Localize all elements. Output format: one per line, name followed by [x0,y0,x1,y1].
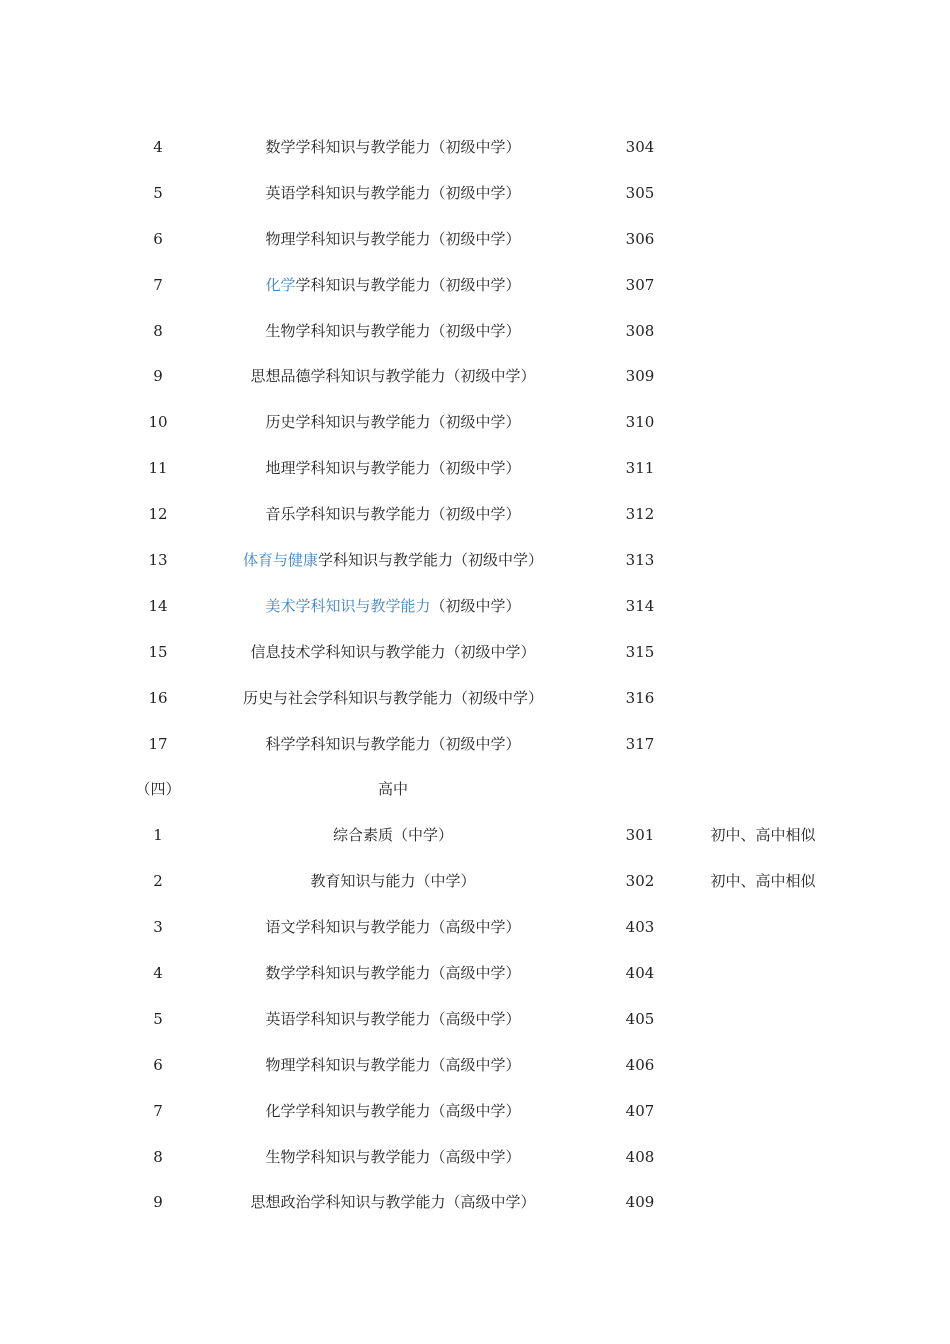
section-title [206,767,580,813]
row-number: 4 [153,138,163,156]
table-row [0,584,950,630]
subject-name-text: 高中 [377,780,408,799]
subject-code: 308 [625,321,655,340]
subject-name [206,1135,580,1181]
subject-note [688,171,838,217]
subject-name [206,859,580,905]
row-number: 10 [148,413,168,432]
subject-name-text: 生物学科知识与教学能力（初级中学） [265,321,521,340]
subject-name-text: 数学学科知识与教学能力（初级中学） [265,138,521,156]
subject-note: 初中、高中相似 [710,872,816,891]
row-number: 16 [148,688,168,707]
subject-name [206,538,580,584]
subject-name [206,400,580,446]
row-number: 2 [153,872,163,891]
subject-name-text: 语文学科知识与教学能力（高级中学） [265,918,521,937]
row-number: 6 [153,229,163,248]
row-number: 12 [148,505,168,524]
table-row [0,630,950,676]
table-row [0,859,950,905]
row-number: 7 [153,275,163,294]
subject-code: 310 [625,413,655,432]
subject-name-text: （初级中学） [430,596,521,615]
subject-note [688,263,838,309]
subject-code: 409 [625,1193,655,1212]
subject-note: 初中、高中相似 [710,826,816,845]
subject-name [206,905,580,951]
table-row [0,538,950,584]
subject-name [206,354,580,400]
row-number: 15 [148,642,168,661]
subject-note [688,125,838,171]
subject-name [206,1089,580,1135]
subject-name-text: 化学学科知识与教学能力（高级中学） [265,1101,521,1120]
subject-note [688,951,838,997]
table-row [0,722,950,768]
table-row [0,1135,950,1181]
subject-note [688,538,838,584]
row-number: 13 [148,551,168,570]
subject-name [206,217,580,263]
subject-note [688,446,838,492]
subject-name [206,125,580,171]
subject-name [206,813,580,859]
subject-link[interactable]: 化学 [265,275,296,294]
subject-name [206,951,580,997]
subject-code: 311 [625,459,655,478]
subject-code: 314 [625,596,655,615]
subject-code: 307 [625,275,655,294]
subject-name-text: 思想政治学科知识与教学能力（高级中学） [250,1193,536,1212]
table-row [0,217,950,263]
subject-name-text: 学科知识与教学能力（初级中学） [295,275,521,294]
row-number: 8 [153,321,163,340]
subject-note [688,354,838,400]
section-row [0,767,950,813]
subject-name-text: 历史学科知识与教学能力（初级中学） [265,413,521,432]
subject-note [688,1135,838,1181]
subject-note [688,492,838,538]
subject-note [688,584,838,630]
row-number: 7 [153,1101,163,1120]
subject-code: 305 [625,183,655,202]
subject-name [206,263,580,309]
subject-table [0,125,950,1226]
table-row [0,354,950,400]
section-number: （四） [135,780,181,799]
table-row [0,1043,950,1089]
subject-code: 317 [625,734,655,753]
subject-name-text: 英语学科知识与教学能力（初级中学） [265,183,521,202]
subject-name [206,722,580,768]
table-row [0,171,950,217]
subject-note [688,217,838,263]
subject-code: 306 [625,229,655,248]
subject-name [206,492,580,538]
subject-name-text: 历史与社会学科知识与教学能力（初级中学） [242,688,543,707]
subject-name-text: 教育知识与能力（中学） [310,872,476,891]
row-number: 9 [153,1193,163,1212]
subject-name-text: 物理学科知识与教学能力（初级中学） [265,229,521,248]
subject-note [688,997,838,1043]
subject-note [688,1043,838,1089]
subject-code: 405 [625,1009,655,1028]
table-row [0,1180,950,1226]
row-number: 17 [148,734,168,753]
subject-note [688,309,838,355]
subject-name-text: 音乐学科知识与教学能力（初级中学） [265,505,521,524]
subject-name [206,997,580,1043]
row-number: 1 [153,826,163,845]
table-row [0,400,950,446]
row-number: 6 [153,1055,163,1074]
subject-note [688,905,838,951]
subject-name-text: 科学学科知识与教学能力（初级中学） [265,734,521,753]
table-row [0,813,950,859]
subject-code: 301 [625,826,655,845]
table-row [0,263,950,309]
subject-note [688,1180,838,1226]
subject-note [688,767,838,813]
subject-code: 315 [625,642,655,661]
subject-code: 403 [625,918,655,937]
row-number: 4 [153,964,163,983]
subject-name-text: 思想品德学科知识与教学能力（初级中学） [250,367,536,386]
subject-code: 408 [625,1147,655,1166]
row-number: 9 [153,367,163,386]
subject-name-text: 地理学科知识与教学能力（初级中学） [265,459,521,478]
subject-name [206,1043,580,1089]
subject-name-text: 生物学科知识与教学能力（高级中学） [265,1147,521,1166]
row-number: 5 [153,1009,163,1028]
subject-link[interactable]: 体育与健康 [242,551,318,570]
subject-code: 302 [625,872,655,891]
row-number: 8 [153,1147,163,1166]
subject-note [688,722,838,768]
subject-code: 406 [625,1055,655,1074]
subject-name-text: 信息技术学科知识与教学能力（初级中学） [250,642,536,661]
subject-code: 309 [625,367,655,386]
table-row [0,676,950,722]
subject-name-text: 学科知识与教学能力（初级中学） [318,551,544,570]
subject-code: 316 [625,688,655,707]
table-row [0,997,950,1043]
table-row [0,446,950,492]
subject-note [688,400,838,446]
subject-name [206,446,580,492]
subject-note [688,1089,838,1135]
subject-name [206,676,580,722]
subject-name [206,1180,580,1226]
table-row [0,125,950,171]
subject-name [206,630,580,676]
subject-code: 313 [625,551,655,570]
subject-code: 304 [625,138,655,156]
table-row [0,905,950,951]
subject-code: 407 [625,1101,655,1120]
subject-name-text: 英语学科知识与教学能力（高级中学） [265,1009,521,1028]
row-number: 5 [153,183,163,202]
row-number: 11 [148,459,168,478]
subject-note [688,630,838,676]
subject-name [206,584,580,630]
subject-note [688,676,838,722]
subject-name-text: 数学学科知识与教学能力（高级中学） [265,964,521,983]
subject-code: 404 [625,964,655,983]
subject-name [206,309,580,355]
subject-name-text: 综合素质（中学） [332,826,453,845]
subject-name [206,171,580,217]
subject-link[interactable]: 美术学科知识与教学能力 [265,596,431,615]
table-row [0,951,950,997]
row-number: 3 [153,918,163,937]
row-number: 14 [148,596,168,615]
table-row [0,492,950,538]
table-row [0,1089,950,1135]
subject-code [600,767,680,813]
table-row [0,309,950,355]
subject-name-text: 物理学科知识与教学能力（高级中学） [265,1055,521,1074]
subject-code: 312 [625,505,655,524]
